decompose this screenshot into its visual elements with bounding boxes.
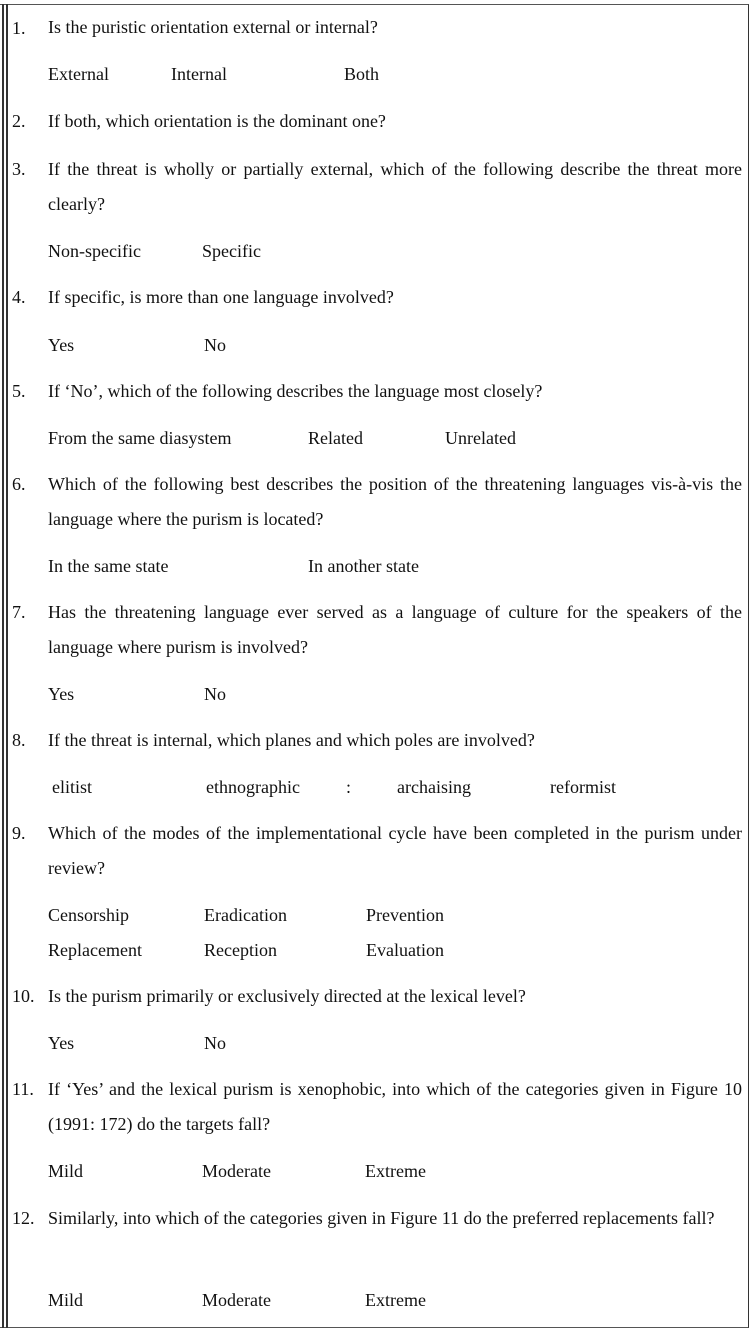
question-number: 2. xyxy=(12,111,26,131)
answer-option: Related xyxy=(308,428,363,448)
answer-option: In another state xyxy=(308,556,419,576)
answer-option: Extreme xyxy=(365,1290,426,1310)
question-number: 11. xyxy=(12,1079,34,1099)
question-text: Which of the modes of the implementational cycle have been completed in the purism under review? xyxy=(48,823,742,878)
question-text: If specific, is more than one language involved? xyxy=(48,287,394,307)
answer-option: Internal xyxy=(171,64,227,84)
question-text: Similarly, into which of the categories given in Figure 11 do the preferred replacements fall? xyxy=(48,1208,715,1228)
question-text: If the threat is internal, which planes and which poles are involved? xyxy=(48,730,535,750)
answer-option: elitist xyxy=(52,777,92,797)
question-text: Is the puristic orientation external or internal? xyxy=(48,17,378,37)
answer-option: Moderate xyxy=(202,1290,271,1310)
question-number: 9. xyxy=(12,823,26,843)
question-number: 8. xyxy=(12,730,26,750)
question-number: 7. xyxy=(12,602,26,622)
answer-option: Replacement xyxy=(48,940,142,960)
answer-option: Moderate xyxy=(202,1161,271,1181)
left-border-line xyxy=(2,4,4,1328)
question-number: 5. xyxy=(12,381,26,401)
question-number: 6. xyxy=(12,474,26,494)
question-number: 12. xyxy=(12,1208,35,1228)
answer-option: External xyxy=(48,64,109,84)
answer-option: Unrelated xyxy=(445,428,516,448)
answer-option: Yes xyxy=(48,335,75,355)
answer-option: ethnographic xyxy=(206,777,300,797)
answer-option: Mild xyxy=(48,1161,84,1181)
answer-option: Evaluation xyxy=(366,940,444,960)
question-number: 1. xyxy=(12,18,26,38)
question-text: Has the threatening language ever served as a language of culture for the speakers of the language where purism is involved? xyxy=(48,602,742,657)
answer-option: From the same diasystem xyxy=(48,428,232,448)
answer-option: Eradication xyxy=(204,905,287,925)
answer-option: Yes xyxy=(48,1033,75,1053)
answer-option: Non-specific xyxy=(48,241,141,261)
question-text: If the threat is wholly or partially external, which of the following describe the threat more clearly? xyxy=(48,159,742,214)
left-border-line xyxy=(6,4,8,1328)
question-number: 4. xyxy=(12,287,26,307)
answer-option: Prevention xyxy=(366,905,444,925)
answer-option: No xyxy=(204,684,226,704)
answer-option: No xyxy=(204,335,226,355)
question-text: If ‘No’, which of the following describes the language most closely? xyxy=(48,381,543,401)
question-number: 3. xyxy=(12,159,26,179)
answer-option: reformist xyxy=(550,777,616,797)
answer-option: Both xyxy=(344,64,380,84)
plane-separator: : xyxy=(346,777,352,797)
answer-option: No xyxy=(204,1033,226,1053)
answer-option: Specific xyxy=(202,241,261,261)
question-text: If both, which orientation is the dominant one? xyxy=(48,111,386,131)
question-text: If ‘Yes’ and the lexical purism is xenophobic, into which of the categories given in Figure 10 (1991: 172) do the targets fall? xyxy=(48,1079,742,1134)
question-text: Which of the following best describes the position of the threatening languages vis-à-vis the language where the purism is located? xyxy=(48,474,742,529)
answer-option: In the same state xyxy=(48,556,169,576)
answer-option: Extreme xyxy=(365,1161,426,1181)
answer-option: Yes xyxy=(48,684,75,704)
question-number: 10. xyxy=(12,986,35,1006)
answer-option: archaising xyxy=(397,777,471,797)
question-text: Is the purism primarily or exclusively directed at the lexical level? xyxy=(48,986,526,1006)
answer-option: Censorship xyxy=(48,905,129,925)
answer-option: Reception xyxy=(204,940,277,960)
answer-option: Mild xyxy=(48,1290,84,1310)
